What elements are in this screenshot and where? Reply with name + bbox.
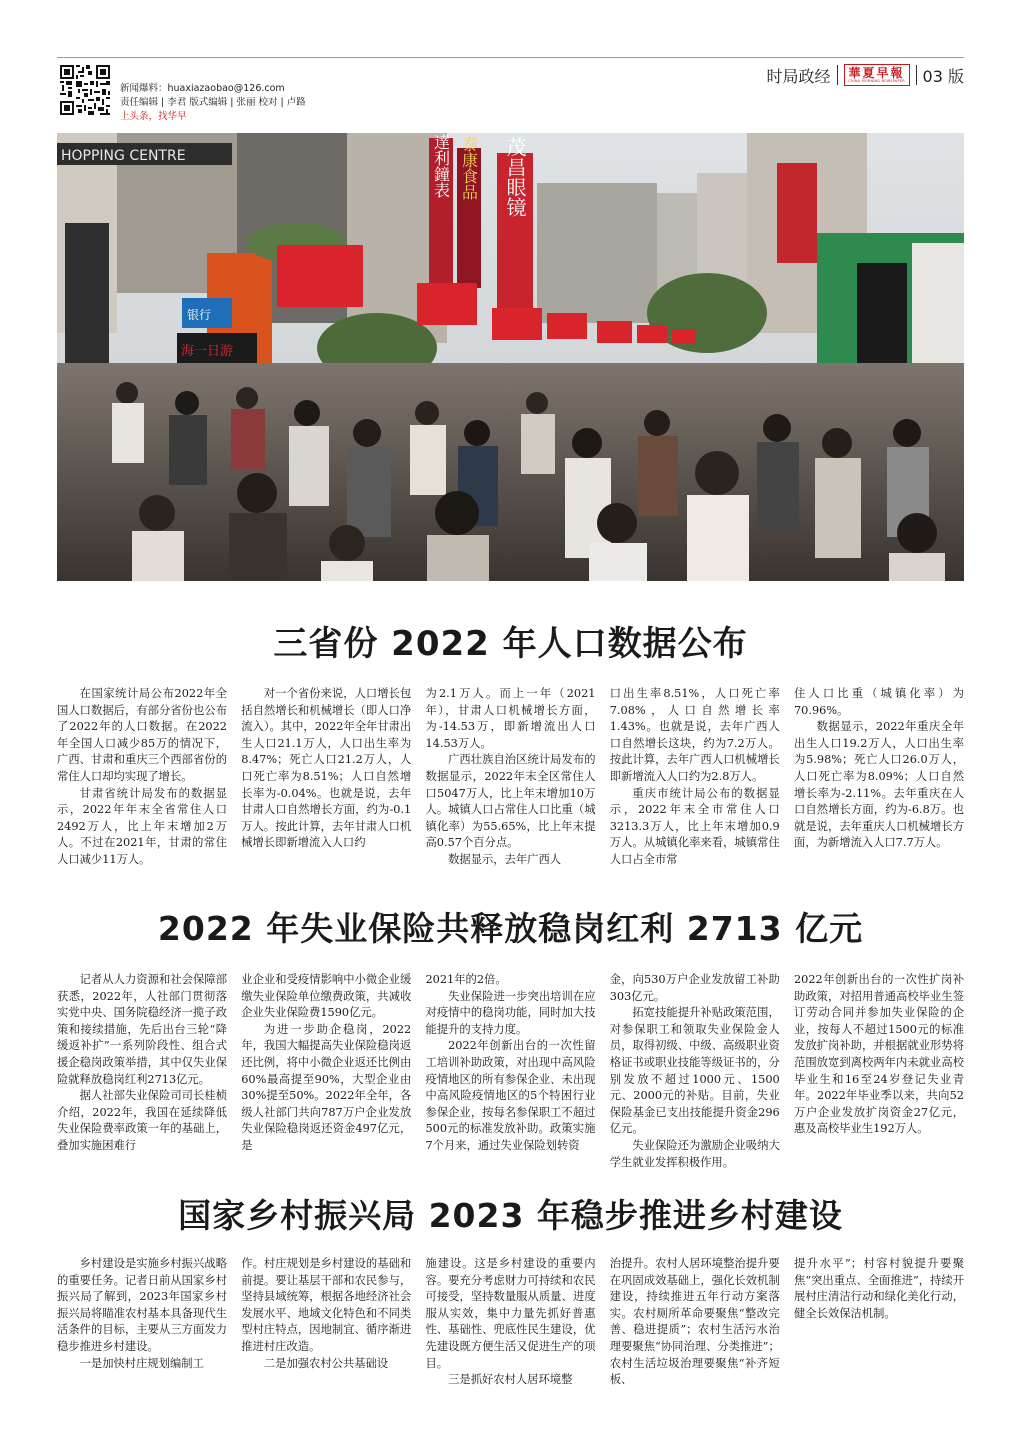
section-header	[767, 62, 964, 88]
headline-rural-revitalization: 国家乡村振兴局 2023 年稳步推进乡村建设	[178, 1196, 843, 1235]
article-column: 住人口比重（城镇化率）为70.96%。 数据显示，2022年重庆全年出生人口19.2万人，人口出生率为5.98%；死亡人口26.0万人，人口死亡率为8.09%；人口自然增长率为-2.11%。去年重庆在人口自然增长方面，约为-6.8万。也就是说，去年重庆人口机械增长方面，为新增流入人口7.7万人。	[794, 687, 964, 850]
article-column: 在国家统计局公布2022年全国人口数据后，有部分省份也公布了2022年的人口数据。在2022年全国人口减少85万的情况下，广西、甘肃和重庆三个西部省份的常住人口却均实现了增长。 甘肃省统计局发布的数据显示，2022年年末全省常住人口2492万人，比上年末增加2万人。不过在2021年，甘肃的常住人口减少11万人。	[57, 687, 227, 866]
article-unemployment-insurance	[57, 972, 964, 1169]
taikang-sign: 泰康食品	[459, 136, 479, 200]
article-column: 2022年创新出台的一次性扩岗补助政策，对招用普通高校毕业生签订劳动合同并参加失业保险的企业，按每人不超过1500元的标准发放扩岗补助，并根据就业形势将范围放宽到离校两年内未就业高校毕业生和16至24岁登记失业青年。2022年毕业季以来，共向52万户企业发放扩岗资金27亿元，惠及高校毕业生192万人。	[794, 973, 964, 1136]
tour-sign: 海一日游	[181, 344, 234, 359]
henglida-sign: 亨達利鐘表	[431, 118, 451, 198]
article-column: 对一个省份来说，人口增长包括自然增长和机械增长（即人口净流入）。其中，2022年全年甘肃出生人口21.1万人，人口出生率为8.47%；死亡人口21.2万人，人口死亡率为8.51%；人口自然增长率为-0.04%。也就是说，去年甘肃人口自然增长方面，约为-0.1万人。按此计算，去年甘肃人口机械增长即新增流入人口约	[241, 687, 412, 850]
article-column: 金，向530万户企业发放留工补助303亿元。 拓宽技能提升补贴政策范围，对参保职工和领取失业保险金人员，取得初级、中级、高级职业资格证书或职业技能等级证书的，分别发放不超过1000元、1500元、2000元的补贴。目前，失业保险基金已支出技能提升资金296亿元。 失业保险还为激励企业吸纳大学生就业发挥积极作用。	[609, 973, 780, 1169]
article-rural-revitalization	[57, 1256, 964, 1416]
shopping-centre-sign: HOPPING CENTRE	[61, 148, 186, 164]
page-number: 03 版	[922, 66, 964, 86]
editor-credits: 责任编辑 | 李君 版式编辑 | 张丽 校对 | 卢路	[120, 97, 306, 108]
qr-code-icon[interactable]	[60, 65, 110, 115]
article-column: 为2.1万人。而上一年（2021年），甘肃人口机械增长方面，为-14.53万，即新增流出人口14.53万人。 广西壮族自治区统计局发布的数据显示，2022年末全区常住人口5047万人，比上年末增加10万人。城镇人口占常住人口比重（城镇化率）为55.65%，比上年末提高0.57个百分点。 数据显示，去年广西人	[425, 687, 596, 866]
news-contact[interactable]: 新闻爆料：huaxiazaobao@126.com	[120, 83, 285, 94]
top-rule	[57, 57, 964, 58]
article-population	[57, 686, 964, 871]
slogan: 上头条，找华早	[120, 111, 187, 122]
article-column: 口出生率8.51%，人口死亡率7.08%，人口自然增长率1.43%。也就是说，去年广西人口自然增长这块，约为7.2万人。按此计算，去年广西人口机械增长即新增流入人口约为2.8万人。 重庆市统计局公布的数据显示，2022年末全市常住人口3213.3万人，比上年末增加0.9万人。从城镇化率来看，城镇常住人口占全市常	[609, 687, 780, 866]
street-crowd-photo	[57, 118, 964, 581]
article-column: 2021年的2倍。 失业保险进一步突出培训在应对疫情中的稳岗功能，同时加大技能提升的支持力度。 2022年创新出台的一次性留工培训补助政策，对出现中高风险疫情地区的所有参保企业、未出现中高风险疫情地区的5个特困行业参保企业，按每名参保职工不超过500元的标准发放补助。政策实施7个月来，通过失业保险划转资	[425, 973, 596, 1152]
divider	[916, 65, 917, 85]
headline-population: 三省份 2022 年人口数据公布	[273, 624, 748, 664]
article-column: 提升水平”；村容村貌提升要聚焦“突出重点、全面推进”，持续开展村庄清洁行动和绿化美化行动，健全长效保洁机制。	[794, 1257, 964, 1320]
section-name: 时局政经	[766, 66, 831, 86]
article-column: 记者从人力资源和社会保障部获悉，2022年，人社部门贯彻落实党中央、国务院稳经济一揽子政策和接续措施，先后出台三轮“降缓返补扩”一系列阶段性、组合式援企稳岗政策举措，其中仅失业保险就释放稳岗红利2713亿元。 据人社部失业保险司司长桂桢介绍，2022年，我国在延续降低失业保险费率政策一年的基础上，叠加实施困难行	[57, 973, 227, 1152]
article-column: 乡村建设是实施乡村振兴战略的重要任务。记者日前从国家乡村振兴局了解到，2023年国家乡村振兴局将瞄准农村基本具备现代生活条件的目标，主要从三方面发力稳步推进乡村建设。 一是加快村庄规划编制工	[57, 1257, 227, 1370]
bank-sign: 银行	[187, 308, 212, 322]
article-column: 业企业和受疫情影响中小微企业缓缴失业保险单位缴费政策，共减收企业失业保险费1590亿元。 为进一步助企稳岗，2022年，我国大幅提高失业保险稳岗返还比例，将中小微企业返还比例由60%最高提至90%，大型企业由30%提至50%。2022年全年，各级人社部门共向787万户企业发放失业保险稳岗返还资金497亿元，是	[241, 973, 412, 1152]
headline-unemployment-insurance: 2022 年失业保险共释放稳岗红利 2713 亿元	[157, 909, 864, 948]
article-column: 作。村庄规划是乡村建设的基础和前提。要让基层干部和农民参与，坚持县域统筹，根据各地经济社会发展水平、地域文化特色和不同类型村庄特点，因地制宜、循序渐进推进村庄改造。 二是加强农村公共基础设	[241, 1257, 412, 1370]
newspaper-logo: 華夏早報 CHINA MORNING NEWSPAPER	[844, 64, 910, 86]
article-column: 治提升。农村人居环境整治提升要在巩固成效基础上，强化长效机制建设，持续推进五年行动方案落实。农村厕所革命要聚焦“整改完善、稳进提质”；农村生活污水治理要聚焦“协同治理、分类推进”；农村生活垃圾治理要聚焦“补齐短板、	[609, 1257, 780, 1387]
article-column: 施建设。这是乡村建设的重要内容。要充分考虑财力可持续和农民可接受，坚持数量服从质量、进度服从实效，集中力量先抓好普惠性、基础性、兜底性民生建设，优先建设既方便生活又促进生产的项目。 三是抓好农村人居环境整	[425, 1257, 596, 1387]
divider	[837, 65, 838, 85]
masthead-info	[120, 82, 306, 124]
maochang-sign: 茂昌眼镜	[503, 137, 527, 217]
